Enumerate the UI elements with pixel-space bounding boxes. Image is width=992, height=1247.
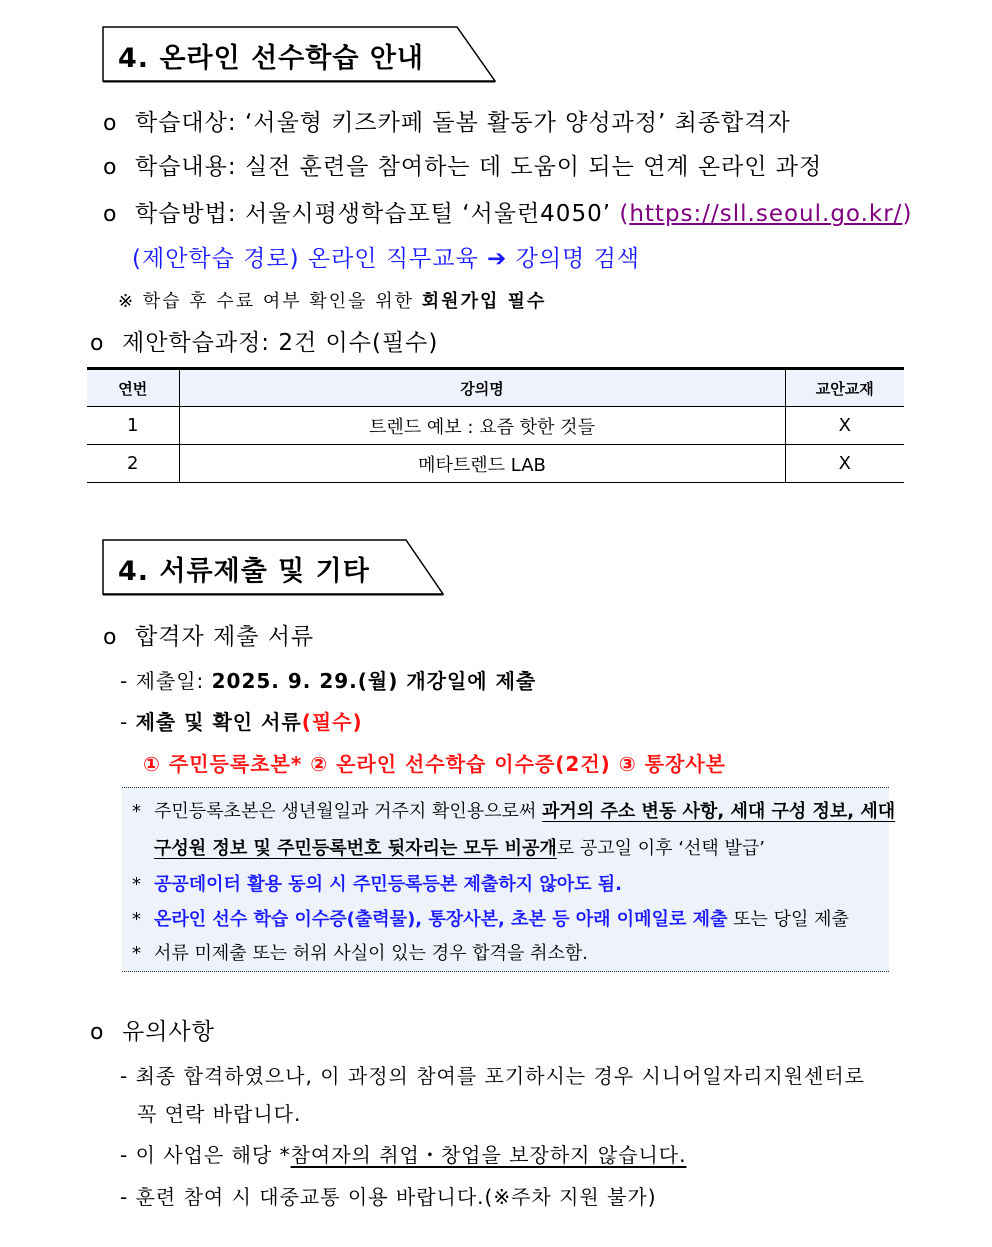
caution-withdrawal-cont: 꼭 연락 바랍니다. bbox=[137, 1102, 302, 1126]
documents-list: ① 주민등록초본* ② 온라인 선수학습 이수증(2건) ③ 통장사본 bbox=[143, 752, 726, 776]
dash: - bbox=[120, 1143, 129, 1167]
learning-content-value: 실전 훈련을 참여하는 데 도움이 되는 연계 온라인 과정 bbox=[244, 154, 823, 180]
table-row bbox=[87, 407, 904, 445]
note-emphasis: 과거의 주소 변동 사항, 세대 구성 정보, 세대 bbox=[542, 801, 896, 822]
submission-date-label: 제출일: bbox=[135, 669, 212, 693]
dash: - bbox=[120, 669, 129, 693]
cautions-heading bbox=[90, 1013, 215, 1046]
note-resident-abstract-cont bbox=[154, 834, 765, 860]
note-text: 주민등록초본은 생년월일과 거주지 확인용으로써 bbox=[154, 801, 543, 822]
learning-method-label: 학습방법: bbox=[135, 201, 245, 227]
note-prefix: ※ 학습 후 수료 여부 확인을 위한 bbox=[118, 291, 422, 312]
learning-target-label: 학습대상: bbox=[135, 110, 245, 136]
cell-course-name: 트렌드 예보 : 요즘 핫한 것들 bbox=[179, 407, 785, 445]
note-text-blue: 공공데이터 활용 동의 시 주민등록등본 제출하지 않아도 됨. bbox=[154, 874, 623, 895]
bullet-icon: o bbox=[103, 625, 118, 650]
asterisk: * bbox=[132, 943, 141, 964]
path-text-search: 강의명 검색 bbox=[507, 246, 641, 272]
section-header-documents bbox=[102, 539, 444, 595]
seoul-learn-portal-link[interactable]: https://sll.seoul.go.kr/ bbox=[629, 201, 903, 227]
caution-text: 이 사업은 해당 * bbox=[135, 1143, 291, 1167]
cell-materials: X bbox=[785, 445, 904, 483]
cautions-heading-text: 유의사항 bbox=[122, 1019, 215, 1045]
required-docs-label: 제출 및 확인 서류 bbox=[135, 710, 302, 734]
section-title: 4. 서류제출 및 기타 bbox=[118, 556, 370, 587]
suggested-courses-table bbox=[87, 367, 904, 483]
col-header-materials: 교안교재 bbox=[785, 369, 904, 407]
note-emphasis: 구성원 정보 및 주민등록번호 뒷자리는 모두 비공개 bbox=[154, 838, 557, 859]
link-paren-open: ( bbox=[619, 201, 630, 227]
note-email-submission bbox=[132, 905, 849, 931]
path-text: (제안학습 경로) 온라인 직무교육 bbox=[132, 246, 488, 272]
caution-withdrawal bbox=[120, 1060, 865, 1089]
caution-underlined: 참여자의 취업・창업을 보장하지 않습니다. bbox=[290, 1143, 687, 1167]
dash: - bbox=[120, 710, 129, 734]
table-header-row bbox=[87, 369, 904, 407]
note-cancellation bbox=[132, 939, 588, 965]
caution-no-guarantee bbox=[120, 1139, 686, 1168]
learning-content-line bbox=[103, 148, 822, 181]
note-resident-abstract bbox=[132, 797, 895, 823]
arrow-right-icon: ➔ bbox=[487, 246, 508, 272]
suggested-courses-heading bbox=[90, 324, 438, 357]
learning-method-value: 서울시평생학습포털 ‘서울런4050’ bbox=[244, 201, 620, 227]
link-paren-close: ) bbox=[902, 201, 913, 227]
bullet-icon: o bbox=[103, 155, 118, 180]
bullet-icon: o bbox=[103, 111, 118, 136]
note-text: 서류 미제출 또는 허위 사실이 있는 경우 합격을 취소함. bbox=[154, 943, 589, 964]
section-header-online-prelearning bbox=[102, 26, 496, 82]
caution-public-transport bbox=[120, 1181, 657, 1210]
caution-text: 훈련 참여 시 대중교통 이용 바랍니다.(※주차 지원 불가) bbox=[135, 1185, 657, 1209]
asterisk: * bbox=[132, 874, 141, 895]
asterisk: * bbox=[132, 909, 141, 930]
courses-heading-text: 제안학습과정: 2건 이수(필수) bbox=[122, 330, 439, 356]
required-badge: (필수) bbox=[301, 710, 363, 734]
note-text: 로 공고일 이후 ‘선택 발급’ bbox=[556, 838, 765, 859]
cell-number: 2 bbox=[87, 445, 179, 483]
note-text: 또는 당일 제출 bbox=[727, 909, 849, 930]
section-title: 4. 온라인 선수학습 안내 bbox=[118, 43, 424, 74]
note-bold: 회원가입 필수 bbox=[421, 291, 547, 312]
submission-date-value: 2025. 9. 29.(월) 개강일에 제출 bbox=[211, 669, 537, 693]
submission-date-line bbox=[120, 665, 536, 694]
dash: - bbox=[120, 1064, 129, 1088]
signup-required-note bbox=[118, 287, 546, 313]
notes-box bbox=[122, 787, 896, 972]
note-public-data bbox=[132, 870, 622, 896]
note-text-blue: 온라인 선수 학습 이수증(출력물), 통장사본, 초본 등 아래 이메일로 제출 bbox=[154, 909, 728, 930]
learning-target-line bbox=[103, 104, 791, 137]
suggested-learning-path bbox=[132, 240, 640, 273]
caution-text: 최종 합격하였으나, 이 과정의 참여를 포기하시는 경우 시니어일자리지원센터로 bbox=[135, 1064, 865, 1088]
dash: - bbox=[120, 1185, 129, 1209]
cell-materials: X bbox=[785, 407, 904, 445]
asterisk: * bbox=[132, 801, 141, 822]
required-docs-heading bbox=[103, 618, 314, 651]
learning-content-label: 학습내용: bbox=[135, 154, 245, 180]
bullet-icon: o bbox=[90, 1020, 105, 1045]
bullet-icon: o bbox=[90, 331, 105, 356]
col-header-course-name: 강의명 bbox=[179, 369, 785, 407]
col-header-number: 연번 bbox=[87, 369, 179, 407]
learning-target-value: ‘서울형 키즈카페 돌봄 활동가 양성과정’ 최종합격자 bbox=[244, 110, 791, 136]
cell-course-name: 메타트렌드 LAB bbox=[179, 445, 785, 483]
bullet-icon: o bbox=[103, 202, 118, 227]
table-row bbox=[87, 445, 904, 483]
docs-heading-text: 합격자 제출 서류 bbox=[135, 624, 315, 650]
cell-number: 1 bbox=[87, 407, 179, 445]
learning-method-line bbox=[103, 195, 912, 228]
required-docs-line bbox=[120, 706, 363, 735]
